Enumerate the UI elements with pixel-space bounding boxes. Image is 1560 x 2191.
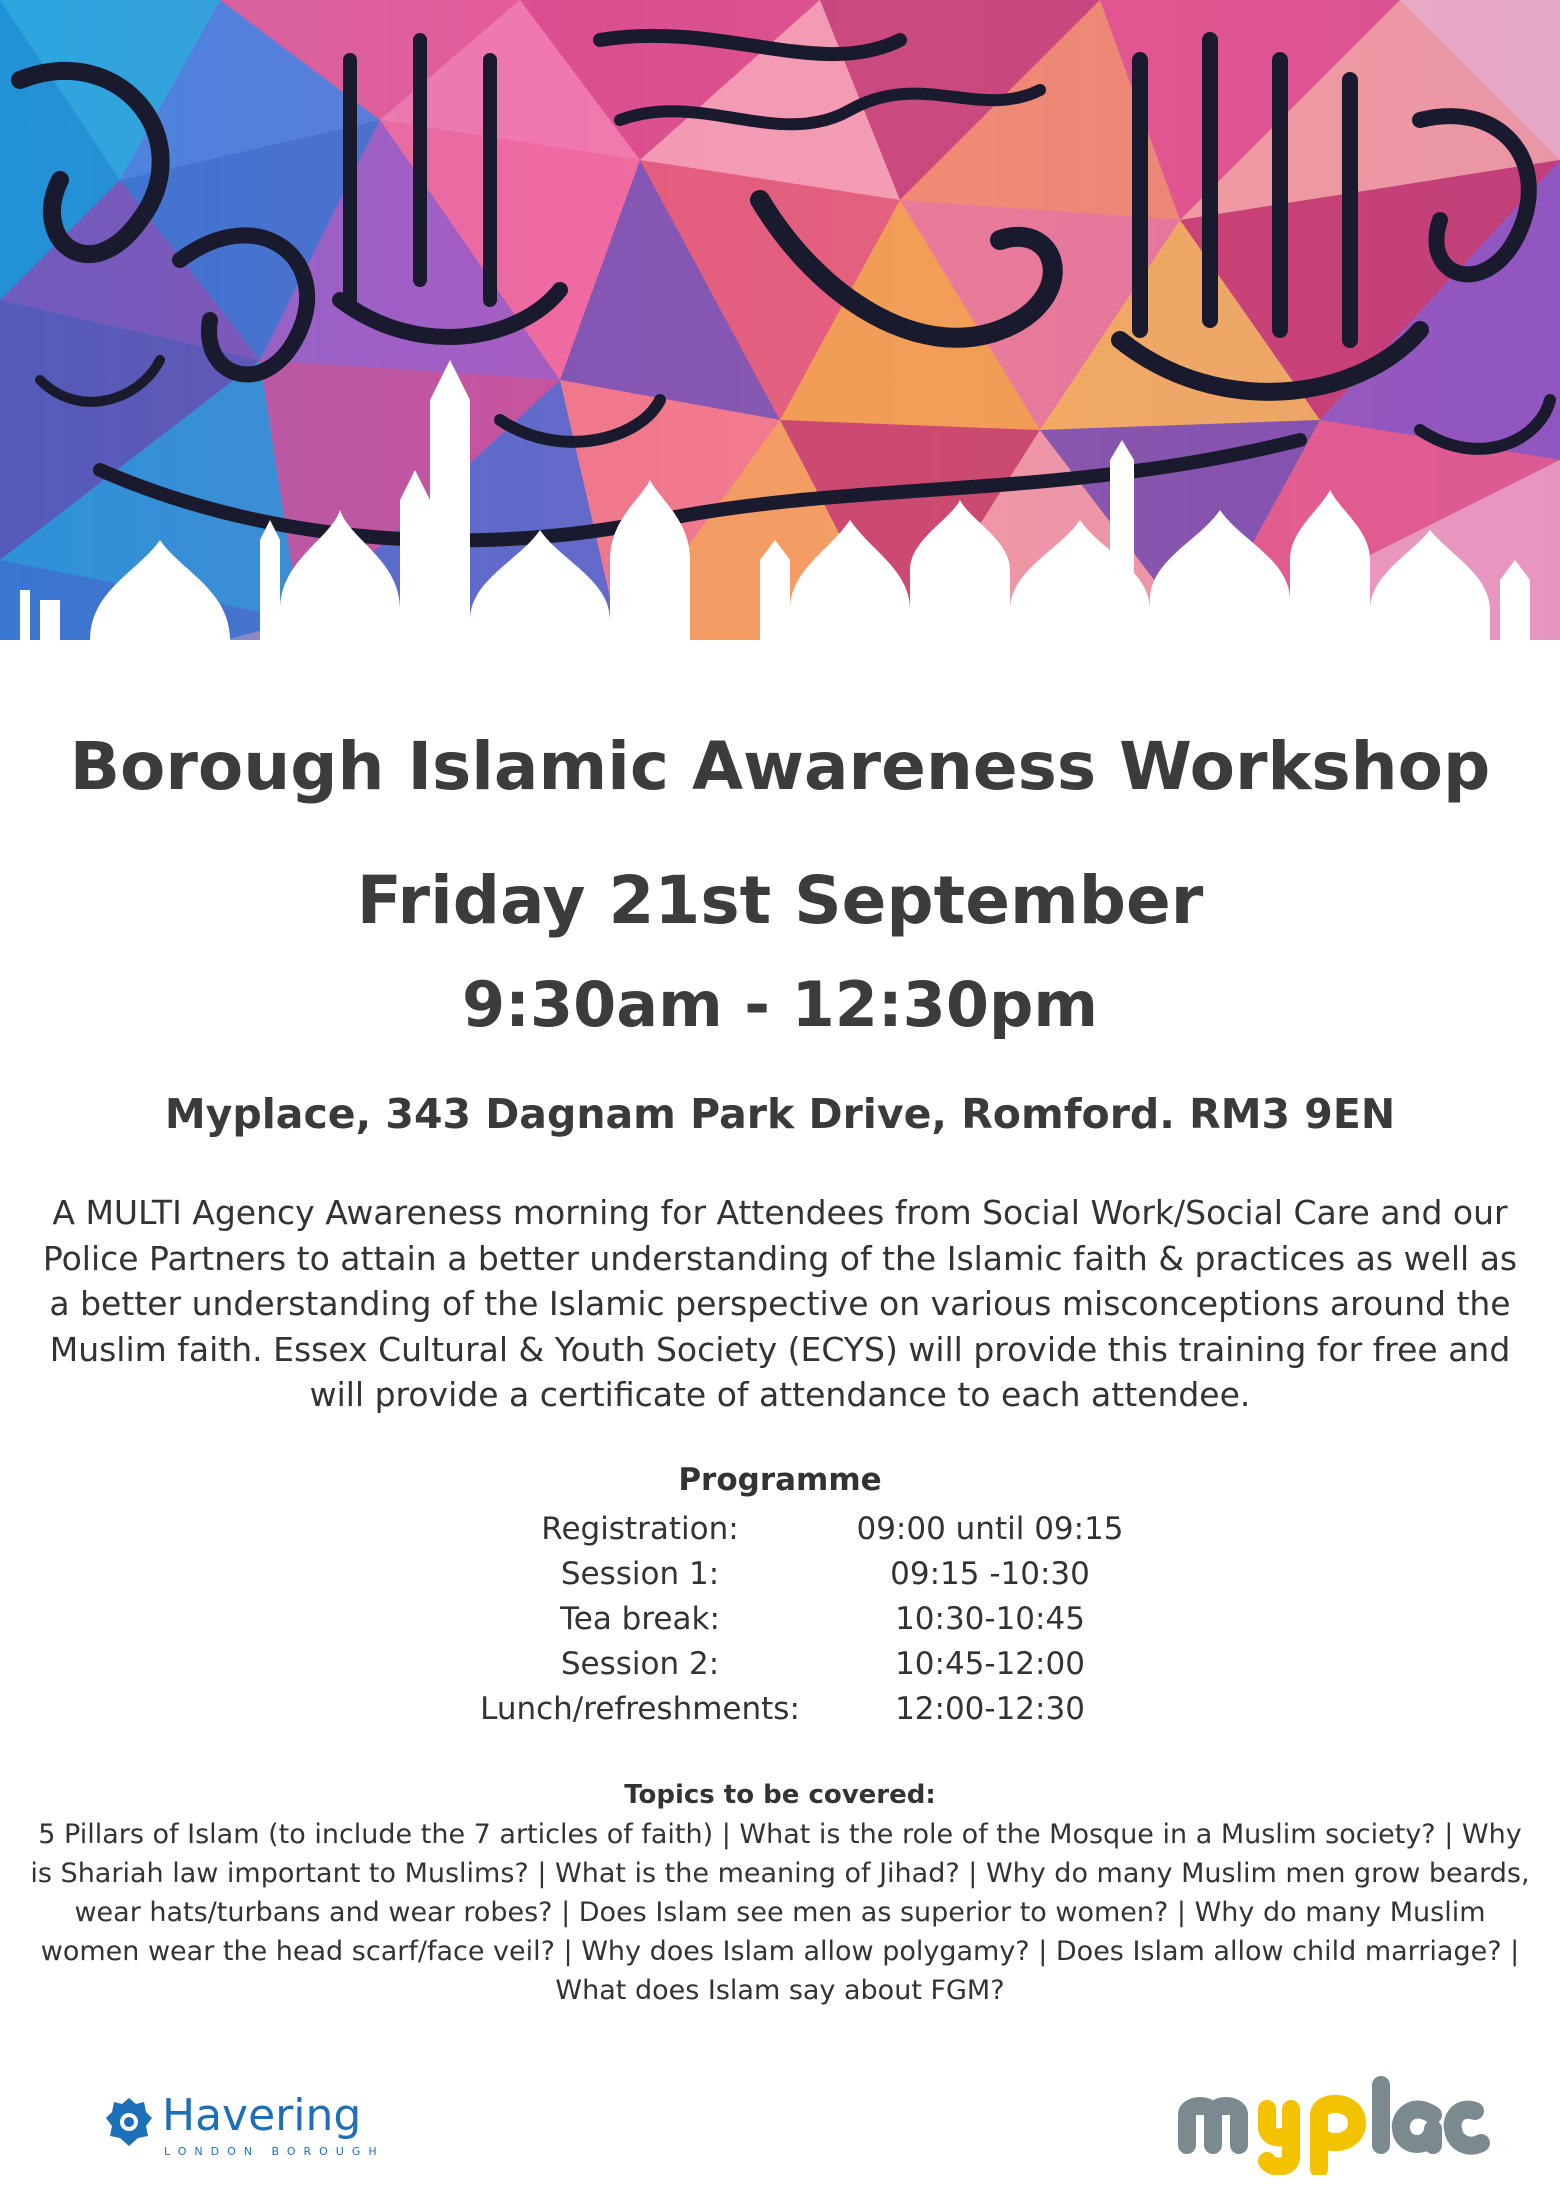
intro-paragraph: A MULTI Agency Awareness morning for Attendees from Social Work/Social Care and our Police Partners to attain a better understanding of the Islamic faith & practices as well as a better understanding of the Islamic perspective on various misconceptions around the Muslim faith. Essex Cultural & Youth Society (ECYS) will provide this training for free and will provide a certificate of attendance to each attendee. — [42, 1193, 1518, 1414]
programme-time: 12:00-12:30 — [895, 1690, 1085, 1727]
programme-label: Lunch/refreshments: — [480, 1690, 800, 1727]
programme-row — [450, 1506, 1150, 1551]
programme-heading: Programme — [678, 1462, 882, 1498]
topics-heading: Topics to be covered: — [624, 1780, 936, 1810]
programme-time: 09:15 -10:30 — [890, 1555, 1090, 1592]
topics-list: 5 Pillars of Islam (to include the 7 articles of faith) | What is the role of the Mosque in a Muslim society? | Why is Shariah law important to Muslims? | What is the meaning of Jihad? | Why do many Muslim men grow beards, wear hats/turbans and wear robes? | Does Islam see men as superior to women? | Why do many Muslim women wear the head scarf/face veil? | Why does Islam allow polygamy? | Does Islam allow child marriage? | What does Islam say about FGM? — [30, 1819, 1530, 2006]
havering-name: Havering — [162, 2090, 362, 2141]
programme-label: Session 2: — [560, 1645, 720, 1682]
programme-table — [450, 1506, 1150, 1731]
programme-row — [450, 1641, 1150, 1686]
programme-time: 09:00 until 09:15 — [856, 1510, 1124, 1547]
programme-time: 10:45-12:00 — [895, 1645, 1085, 1682]
myplace-logo — [1175, 2065, 1505, 2175]
programme-time: 10:30-10:45 — [895, 1600, 1085, 1637]
programme-label: Registration: — [541, 1510, 739, 1547]
event-date: Friday 21st September — [356, 862, 1204, 939]
programme-label: Session 1: — [560, 1555, 720, 1592]
havering-crest-icon — [104, 2096, 154, 2148]
event-title: Borough Islamic Awareness Workshop — [69, 728, 1491, 805]
programme-row — [450, 1686, 1150, 1731]
programme-row — [450, 1551, 1150, 1596]
programme-row — [450, 1596, 1150, 1641]
calligraphy-banner-illustration — [0, 0, 1560, 700]
event-time: 9:30am - 12:30pm — [462, 968, 1098, 1041]
havering-subtitle: LONDON BOROUGH — [164, 2145, 385, 2158]
event-venue: Myplace, 343 Dagnam Park Drive, Romford. RM3 9EN — [164, 1090, 1396, 1138]
programme-label: Tea break: — [560, 1600, 720, 1637]
